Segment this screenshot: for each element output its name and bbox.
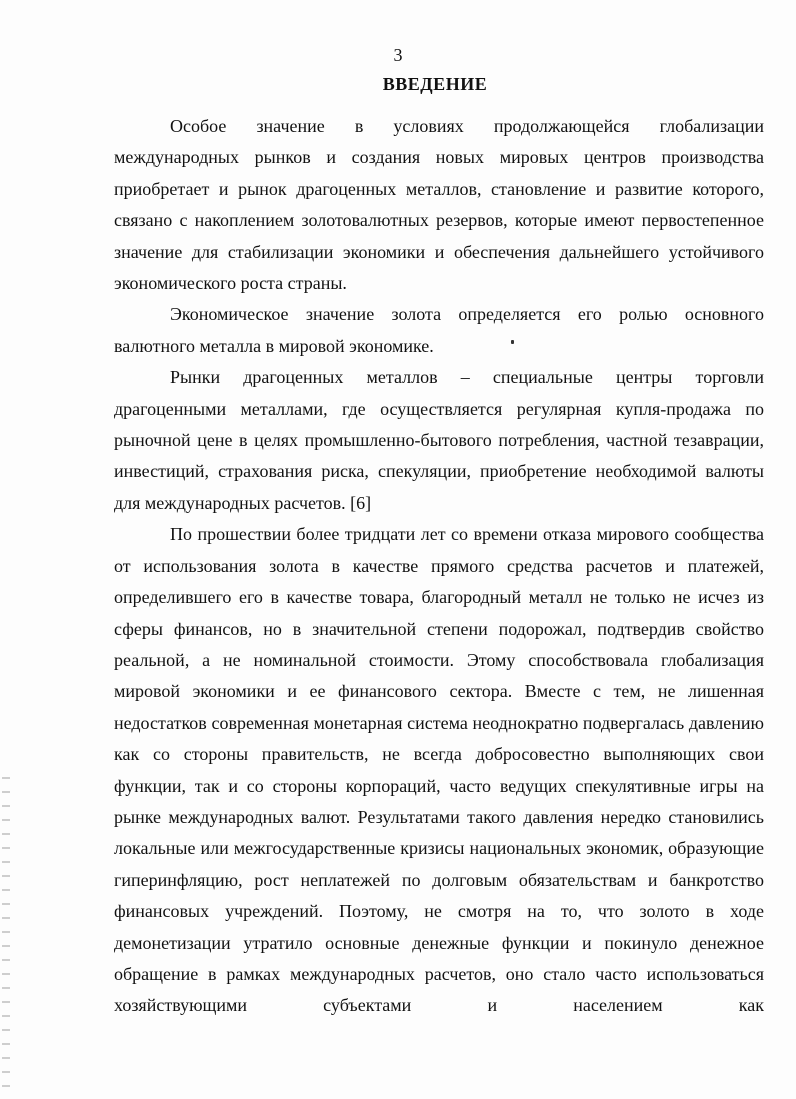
scan-margin-artifact	[2, 770, 10, 1090]
document-body	[114, 111, 764, 1022]
page-number: 3	[393, 45, 403, 65]
paragraph-2: Экономическое значение золота определяется его ролью основного валютного металла в мировой экономике.	[114, 304, 764, 356]
scan-speck	[511, 340, 514, 344]
page-title: ВВЕДЕНИЕ	[382, 74, 488, 94]
paragraph-3: Рынки драгоценных металлов – специальные центры торговли драгоценными металлами, где осуществляется регулярная купля-продажа по рыночной цене в целях промышленно-бытового потребления, частной тезаврации, инвестиций, страхования риска, спекуляции, приобретение необходимой валюты для международных расчетов. [6]	[114, 367, 764, 513]
paragraph-4: По прошествии более тридцати лет со времени отказа мирового сообщества от использования золота в качестве прямого средства расчетов и платежей, определившего его в качестве товара, благородный металл не только не исчез из сферы финансов, но в значительной степени подорожал, подтвердив свойство реальной, а не номинальной стоимости. Этому способствовала глобализация мировой экономики и ее финансового сектора. Вместе с тем, не лишенная недостатков современная монетарная система неоднократно подвергалась давлению как со стороны правительств, не всегда добросовестно выполняющих свои функции, так и со стороны корпораций, часто ведущих спекулятивные игры на рынке международных валют. Результатами такого давления нередко становились локальные или межгосударственные кризисы национальных экономик, образующие гиперинфляцию, рост неплатежей по долговым обязательствам и банкротство финансовых учреждений. Поэтому, не смотря на то, что золото в ходе демонетизации утратило основные денежные функции и покинуло денежное обращение в рамках международных расчетов, оно стало часто использоваться хозяйствующими субъектами и населением как	[114, 524, 764, 1016]
paragraph-1: Особое значение в условиях продолжающейся глобализации международных рынков и создания новых мировых центров производства приобретает и рынок драгоценных металлов, становление и развитие которого, связано с накоплением золотовалютных резервов, которые имеют первостепенное значение для стабилизации экономики и обеспечения дальнейшего устойчивого экономического роста страны.	[114, 116, 764, 294]
